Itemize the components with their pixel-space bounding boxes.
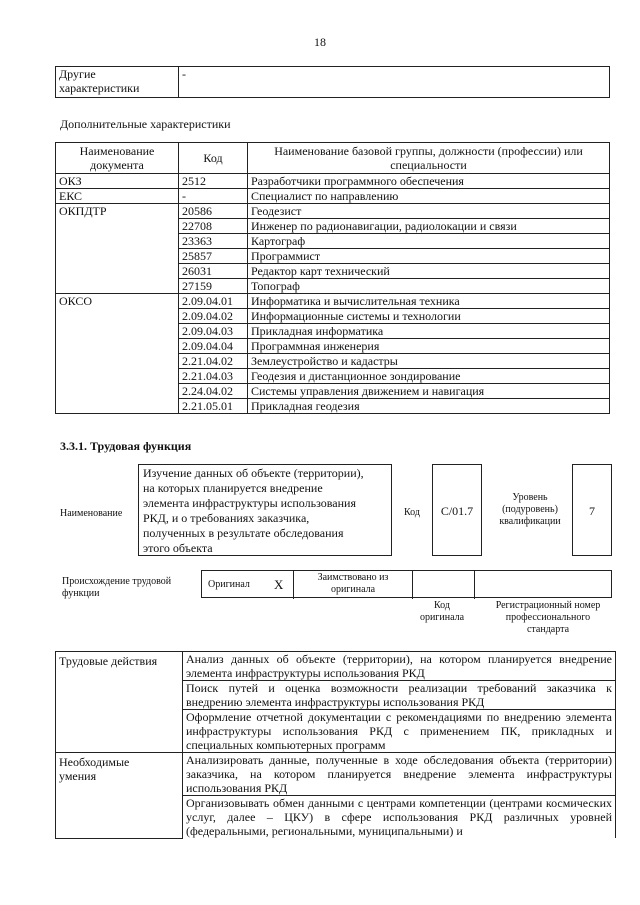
borrowed-label-line: Заимствовано из xyxy=(317,572,389,583)
name-cell: Топограф xyxy=(248,279,610,294)
name-cell: Программная инженерия xyxy=(248,339,610,354)
header-code: Код xyxy=(179,143,248,174)
other-characteristics-value: - xyxy=(179,67,610,98)
code-cell: 25857 xyxy=(179,249,248,264)
borrowed-label xyxy=(294,572,412,596)
skills-label-line: Необходимые xyxy=(59,755,130,769)
code-cell: 2.21.04.03 xyxy=(179,369,248,384)
actions-label: Трудовые действия xyxy=(56,652,183,753)
function-name-line: полученных в результате обследования xyxy=(143,526,344,540)
original-label: Оригинал xyxy=(208,579,250,590)
table-row xyxy=(56,189,610,204)
level-value: 7 xyxy=(589,504,595,518)
code-cell: 2.21.05.01 xyxy=(179,399,248,414)
code-cell: 22708 xyxy=(179,219,248,234)
original-mark: X xyxy=(274,577,284,592)
code-cell: 20586 xyxy=(179,204,248,219)
name-cell: Геодезист xyxy=(248,204,610,219)
name-cell: Специалист по направлению xyxy=(248,189,610,204)
code-cell: 2512 xyxy=(179,174,248,189)
code-cell: 2.09.04.03 xyxy=(179,324,248,339)
table-header-row xyxy=(56,143,610,174)
name-cell: Системы управления движением и навигация xyxy=(248,384,610,399)
reg-number-line: стандарта xyxy=(526,624,570,635)
name-cell: Землеустройство и кадастры xyxy=(248,354,610,369)
name-cell: Разработчики программного обеспечения xyxy=(248,174,610,189)
function-name-line: этого объекта xyxy=(143,541,213,555)
name-cell: Редактор карт технический xyxy=(248,264,610,279)
function-name-box xyxy=(138,464,392,556)
skill-item: Организовывать обмен данными с центрами компетенции (центрами космических услуг, далее – ЦКУ) в сфере использования РКД различных уровней (федеральными, региональными, муниципальными) и xyxy=(183,796,616,839)
name-cell: Инженер по радионавигации, радиолокации и связи xyxy=(248,219,610,234)
function-code-value: C/01.7 xyxy=(440,504,474,518)
header-name: Наименование базовой группы, должности (профессии) или специальности xyxy=(248,143,610,174)
document-cell: ОКСО xyxy=(56,294,179,414)
function-name-line: на которых планируется внедрение xyxy=(143,481,323,495)
code-cell: 2.24.04.02 xyxy=(179,384,248,399)
function-title: 3.3.1. Трудовая функция xyxy=(60,439,192,453)
name-cell: Картограф xyxy=(248,234,610,249)
name-cell: Информационные системы и технологии xyxy=(248,309,610,324)
origin-row xyxy=(201,570,612,598)
name-cell: Прикладная геодезия xyxy=(248,399,610,414)
document-cell: ОКПДТР xyxy=(56,204,179,294)
code-original-label xyxy=(410,600,474,624)
reg-number-label xyxy=(478,600,618,636)
table-row xyxy=(56,753,616,796)
level-label-line: (подуровень) xyxy=(502,504,558,515)
borrowed-label-line: оригинала xyxy=(330,584,376,595)
name-cell: Геодезия и дистанционное зондирование xyxy=(248,369,610,384)
function-name-line: элемента инфраструктуры использования xyxy=(143,496,356,510)
code-original-line: оригинала xyxy=(419,612,465,623)
code-cell: 2.21.04.02 xyxy=(179,354,248,369)
action-item: Поиск путей и оценка возможности реализации требований заказчика к внедрению элемента инфраструктуры использования РКД xyxy=(183,681,616,710)
origin-label-line: Происхождение трудовой xyxy=(62,576,172,587)
table-row xyxy=(56,294,610,309)
code-cell: - xyxy=(179,189,248,204)
reg-number-line: Регистрационный номер xyxy=(495,600,601,611)
code-original-line: Код xyxy=(434,600,450,611)
document-cell: ОКЗ xyxy=(56,174,179,189)
table-row xyxy=(56,204,610,219)
document-cell: ЕКС xyxy=(56,189,179,204)
other-characteristics-label: Другие характеристики xyxy=(56,67,179,98)
origin-divider xyxy=(474,571,475,599)
labor-table xyxy=(55,651,616,839)
origin-label-line: функции xyxy=(62,588,100,599)
table-row xyxy=(56,174,610,189)
code-cell: 2.09.04.02 xyxy=(179,309,248,324)
table-row xyxy=(56,652,616,681)
action-item: Оформление отчетной документации с рекомендациями по внедрению элемента инфраструктуры использования РКД с применением ПК, прикладных и специальных компьютерных программ xyxy=(183,710,616,753)
additional-characteristics-title: Дополнительные характеристики xyxy=(60,117,231,131)
name-cell: Прикладная информатика xyxy=(248,324,610,339)
function-code-box xyxy=(432,464,482,556)
code-cell: 2.09.04.04 xyxy=(179,339,248,354)
additional-characteristics-table xyxy=(55,142,610,414)
level-label xyxy=(490,492,570,528)
skills-label-line: умения xyxy=(59,769,97,783)
origin-divider xyxy=(412,571,413,599)
level-box xyxy=(572,464,612,556)
function-name-label: Наименование xyxy=(60,508,123,519)
skills-label xyxy=(56,753,183,839)
page-number: 18 xyxy=(314,35,326,49)
origin-label xyxy=(62,576,171,600)
code-cell: 26031 xyxy=(179,264,248,279)
header-document: Наименование документа xyxy=(56,143,179,174)
code-cell: 27159 xyxy=(179,279,248,294)
reg-number-line: профессионального xyxy=(505,612,591,623)
level-label-line: Уровень xyxy=(512,492,548,503)
code-cell: 23363 xyxy=(179,234,248,249)
name-cell: Информатика и вычислительная техника xyxy=(248,294,610,309)
function-name-line: Изучение данных об объекте (территории), xyxy=(143,466,364,480)
code-cell: 2.09.04.01 xyxy=(179,294,248,309)
function-code-label: Код xyxy=(404,507,420,518)
other-characteristics-table xyxy=(55,66,610,98)
skill-item: Анализировать данные, полученные в ходе обследования объекта (территории) заказчика, на котором планируется внедрение элемента инфраструктуры использования РКД xyxy=(183,753,616,796)
level-label-line: квалификации xyxy=(499,516,561,527)
function-name-line: РКД, и о требованиях заказчика, xyxy=(143,511,310,525)
name-cell: Программист xyxy=(248,249,610,264)
action-item: Анализ данных об объекте (территории), на котором планируется внедрение элемента инфраструктуры использования РКД xyxy=(183,652,616,681)
